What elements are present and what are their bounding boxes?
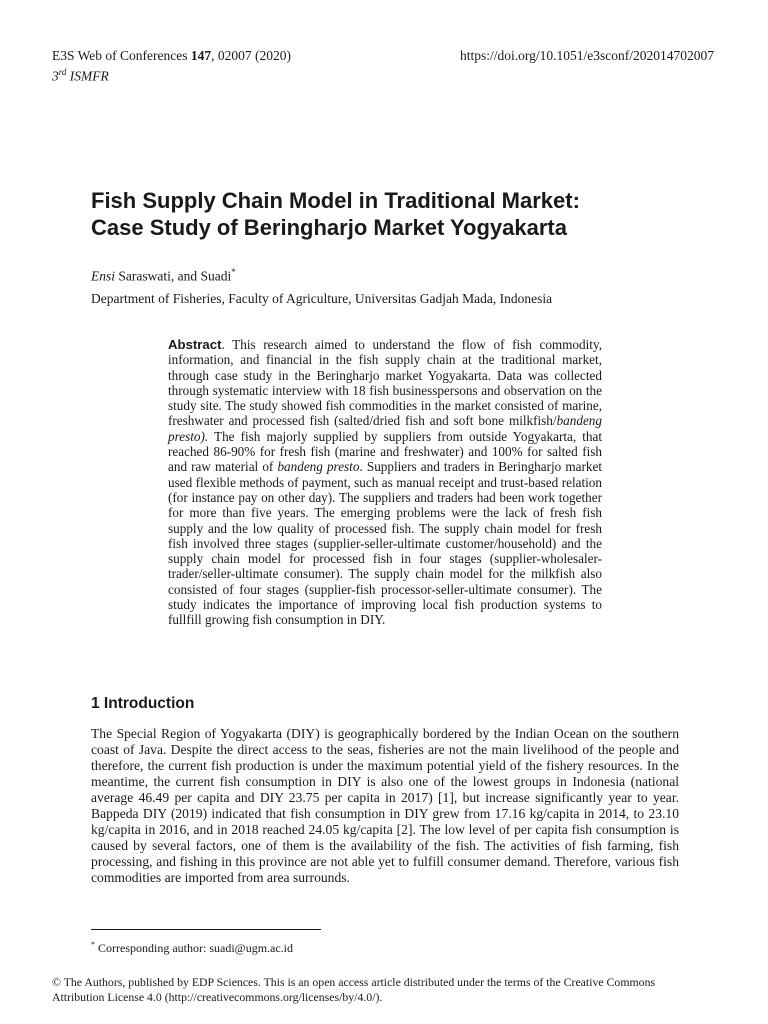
abstract-text-2: The fish majorly supplied by suppliers from outside Yogyakarta, that reached 86-90% for fresh fish (marine and freshwater) and 100% for salted fish and raw material of: [168, 428, 602, 475]
abstract-text-3: . Suppliers and traders in Beringharjo market used flexible methods of payment, such as manual receipt and trust-based relation (for instance pay on other day). The suppliers and traders had been work together for more than five years. The emerging problems were the lack of fresh fish supply and the low quality of processed fish. The supply chain model for fresh fish involved three stages (supplier-seller-ultimate customer/household) and the supply chain model for processed fish in four stages (supplier-wholesaler-trader/seller-ultimate consumer). The supply chain model for the milkfish also consisted of four stages (supplier-fish processor-seller-ultimate consumer). The study indicates the importance of improving local fish production systems to fullfill growing fish consumption in DIY.: [168, 459, 602, 628]
affiliation: Department of Fisheries, Faculty of Agriculture, Universitas Gadjah Mada, Indonesia: [91, 291, 553, 306]
running-header-citation: [52, 47, 291, 85]
abstract-text-1: . This research aimed to understand the flow of fish commodity, information, and financial in the fish supply chain at the traditional market, through case study in the Beringharjo market Yogyakarta. Data was collected through systematic interview with 18 fish businesspersons and observation on the study site. The study showed fish commodities in the market consisted of marine, freshwater and processed fish (salted/dried fish and soft bone milkfish/: [168, 337, 602, 429]
author-given-name: Ensi: [91, 268, 116, 284]
license-notice: [52, 975, 722, 1005]
conference-name: [52, 64, 291, 85]
journal-citation: [52, 47, 291, 64]
corresponding-author-mark: *: [231, 267, 236, 277]
abstract: [168, 337, 602, 628]
footnote-mark: *: [91, 940, 95, 949]
section-heading-introduction: 1 Introduction: [91, 695, 195, 712]
title-line-1: Fish Supply Chain Model in Traditional Market:: [91, 188, 580, 213]
conference-ordinal-suffix: rd: [58, 67, 67, 77]
article-number: , 02007 (2020): [211, 48, 292, 63]
license-line-1: © The Authors, published by EDP Sciences. This is an open access article distributed under the terms of the Creative Commons: [52, 975, 656, 989]
footnote-text: Corresponding author: suadi@ugm.ac.id: [95, 941, 294, 955]
abstract-italic-term-2: bandeng presto: [277, 459, 360, 475]
conference-ordinal: 3: [52, 68, 59, 84]
introduction-paragraph: The Special Region of Yogyakarta (DIY) is geographically bordered by the Indian Ocean on the southern coast of Java. Despite the direct access to the seas, fisheries are not the main livelihood of the people and therefore, the current fish production is under the maximum potential yield of the fishery resources. In the meantime, the current fish consumption in DIY is also one of the lowest groups in Indonesia (national average 46.49 per capita and DIY 23.75 per capita in 2017) [1], but increase significantly year to year. Bappeda DIY (2019) indicated that fish consumption in DIY grew from 17.16 kg/capita in 2014, to 23.10 kg/capita in 2016, and in 2018 reached 24.05 kg/capita [2]. The low level of per capita fish consumption is caused by several factors, one of them is the availability of the fish. The activities of fish farming, fish processing, and fishing in this province are not able yet to fulfill consumer demand. Therefore, various fish commodities are imported from area surrounds.: [91, 726, 679, 885]
footnote: [91, 937, 293, 956]
paper-title: [91, 187, 711, 241]
journal-volume: 147: [190, 48, 212, 63]
doi-link[interactable]: https://doi.org/10.1051/e3sconf/202014702007: [460, 48, 714, 63]
footnote-divider: [91, 929, 321, 930]
conference-acronym: ISMFR: [66, 68, 109, 84]
abstract-italic-term-1: bandeng presto).: [168, 413, 602, 444]
title-line-2: Case Study of Beringharjo Market Yogyakarta: [91, 215, 567, 240]
author-names: Saraswati, and Suadi: [115, 268, 232, 284]
author-list: [91, 264, 236, 285]
journal-name: E3S Web of Conferences: [52, 48, 188, 63]
abstract-label: Abstract: [168, 337, 222, 352]
license-line-2: Attribution License 4.0 (http://creativecommons.org/licenses/by/4.0/).: [52, 990, 383, 1004]
